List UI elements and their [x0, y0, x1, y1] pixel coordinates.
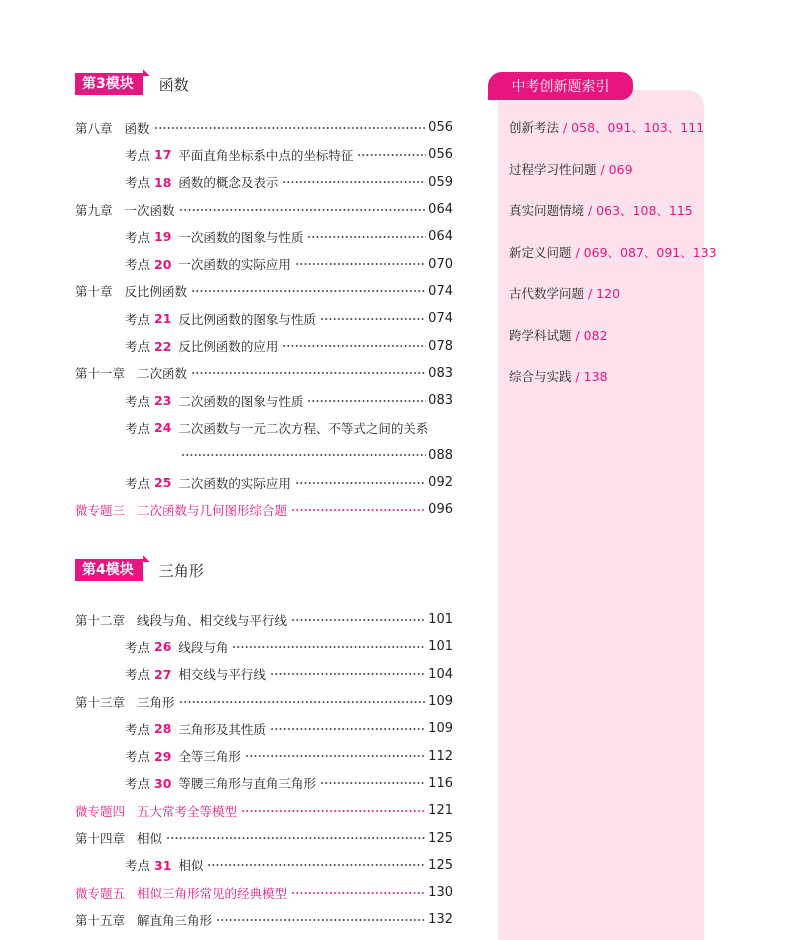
toc-chapter-15[interactable] [75, 906, 453, 933]
topic-prefix: 考点 [125, 229, 151, 245]
toc-chapter-10[interactable] [75, 278, 453, 305]
special-topic-number: 微专题四 [75, 803, 126, 819]
chapter-title: 反比例函数 [124, 284, 188, 300]
page-number: 125 [428, 830, 453, 846]
chapter-number: 第十二章 [75, 612, 126, 628]
topic-title: 反比例函数的应用 [178, 339, 279, 355]
dot-leader [245, 753, 426, 759]
index-item-ancient-math[interactable] [509, 282, 717, 324]
toc-topic-25[interactable] [75, 469, 453, 496]
topic-title: 三角形及其性质 [178, 721, 266, 737]
index-pages: / 082 [571, 327, 608, 343]
chapter-title: 解直角三角形 [137, 912, 213, 928]
dot-leader [320, 316, 426, 322]
index-pages: / 063、108、115 [584, 203, 693, 218]
dot-leader [191, 288, 426, 294]
module-3-badge: 第3模块 [75, 73, 143, 95]
topic-title: 二次函数的图象与性质 [178, 393, 304, 409]
topic-number: 30 [154, 775, 172, 791]
topic-prefix: 考点 [125, 175, 151, 191]
topic-number: 21 [154, 311, 172, 327]
topic-title: 相交线与平行线 [178, 667, 266, 683]
topic-prefix: 考点 [125, 721, 151, 737]
page-number: 130 [428, 885, 453, 901]
page-number: 059 [428, 174, 453, 190]
index-item-new-definition[interactable] [509, 241, 717, 283]
dot-leader [166, 835, 426, 841]
dot-leader [320, 780, 426, 786]
page-number: 101 [428, 639, 453, 655]
dot-leader [291, 507, 426, 513]
toc-topic-20[interactable] [75, 250, 453, 277]
topic-number: 31 [154, 857, 172, 873]
dot-leader [282, 179, 426, 185]
index-item-practice[interactable] [509, 365, 717, 407]
index-pages: / 069 [596, 161, 633, 177]
topic-title: 一次函数的图象与性质 [178, 229, 304, 245]
module-4-badge: 第4模块 [75, 559, 143, 581]
toc-chapter-9[interactable] [75, 196, 453, 223]
special-topic-number: 微专题三 [75, 502, 126, 518]
page-number: 074 [428, 283, 453, 299]
page-number: 109 [428, 721, 453, 737]
chapter-title: 函数 [124, 120, 150, 136]
page-number: 096 [428, 502, 453, 518]
special-topic-title: 二次函数与几何图形综合题 [137, 502, 288, 518]
toc-chapter-12[interactable] [75, 606, 453, 633]
toc-module-3 [75, 114, 453, 523]
toc-chapter-8[interactable] [75, 114, 453, 141]
dot-leader [181, 452, 426, 458]
toc-topic-23[interactable] [75, 387, 453, 414]
topic-title: 二次函数的实际应用 [178, 475, 291, 491]
module-4-title: 三角形 [158, 561, 204, 580]
toc-topic-22[interactable] [75, 332, 453, 359]
index-category: 古代数学问题 [509, 286, 585, 301]
index-category: 创新考法 [509, 120, 560, 135]
toc-topic-24[interactable] [75, 414, 453, 441]
page-number: 104 [428, 666, 453, 682]
topic-prefix: 考点 [125, 639, 151, 655]
toc-topic-28[interactable] [75, 715, 453, 742]
topic-number: 18 [154, 174, 172, 190]
dot-leader [179, 207, 427, 213]
topic-title: 全等三角形 [178, 749, 241, 765]
index-item-innovative-method[interactable] [509, 116, 717, 158]
dot-leader [270, 671, 426, 677]
chapter-number: 第八章 [75, 120, 113, 136]
topic-prefix: 考点 [125, 393, 151, 409]
dot-leader [270, 726, 426, 732]
page-number: 070 [428, 256, 453, 272]
toc-topic-21[interactable] [75, 305, 453, 332]
topic-prefix: 考点 [125, 311, 151, 327]
toc-topic-27[interactable] [75, 661, 453, 688]
topic-prefix: 考点 [125, 147, 151, 163]
page-number: 064 [428, 229, 453, 245]
page-number: 056 [428, 120, 453, 136]
page-number: 064 [428, 202, 453, 218]
dot-leader [295, 261, 426, 267]
toc-special-topic-4[interactable] [75, 797, 453, 824]
topic-title: 二次函数与一元二次方程、不等式之间的关系 [178, 420, 429, 436]
toc-special-topic-5[interactable] [75, 879, 453, 906]
dot-leader [282, 343, 426, 349]
toc-special-topic-3[interactable] [75, 496, 453, 523]
page-number: 083 [428, 365, 453, 381]
toc-chapter-11[interactable] [75, 360, 453, 387]
page-number: 056 [428, 147, 453, 163]
topic-number: 25 [154, 475, 172, 490]
page-number: 109 [428, 694, 453, 710]
special-topic-title: 相似三角形常见的经典模型 [137, 885, 288, 901]
toc-topic-26[interactable] [75, 633, 453, 660]
chapter-number: 第十五章 [75, 912, 126, 928]
topic-title: 相似 [178, 858, 204, 874]
topic-number: 27 [154, 666, 172, 682]
toc-chapter-14[interactable] [75, 824, 453, 851]
dot-leader [307, 234, 426, 240]
toc-topic-24-continuation[interactable] [75, 442, 453, 469]
dot-leader [216, 917, 426, 923]
index-item-process-learning[interactable] [509, 158, 717, 200]
page-number: 078 [428, 338, 453, 354]
page-number: 092 [428, 475, 453, 490]
chapter-number: 第十章 [75, 284, 113, 300]
chapter-number: 第九章 [75, 202, 113, 218]
index-item-real-context[interactable] [509, 199, 717, 241]
index-item-interdisciplinary[interactable] [509, 324, 717, 366]
page-number: 088 [428, 447, 453, 463]
page-number: 116 [428, 775, 453, 791]
page-number: 101 [428, 612, 453, 628]
topic-prefix: 考点 [125, 749, 151, 765]
index-category: 真实问题情境 [509, 203, 585, 218]
topic-number: 24 [154, 420, 172, 436]
chapter-title: 一次函数 [124, 202, 175, 218]
topic-prefix: 考点 [125, 257, 151, 273]
dot-leader [295, 480, 426, 486]
page-number: 074 [428, 311, 453, 327]
page-number: 112 [428, 748, 453, 764]
topic-prefix: 考点 [125, 858, 151, 874]
index-category: 过程学习性问题 [509, 161, 597, 177]
toc-topic-18[interactable] [75, 169, 453, 196]
innovation-index-list [509, 116, 717, 407]
special-topic-title: 五大常考全等模型 [137, 803, 238, 819]
chapter-title: 线段与角、相交线与平行线 [137, 612, 288, 628]
module-4-header [75, 558, 204, 582]
index-pages: / 138 [571, 369, 608, 384]
toc-module-4 [75, 606, 453, 934]
page-number: 125 [428, 857, 453, 873]
dot-leader [357, 152, 426, 158]
dot-leader [207, 862, 426, 868]
index-pages: / 069、087、091、133 [571, 244, 717, 260]
topic-number: 23 [154, 393, 172, 409]
index-category: 综合与实践 [509, 369, 572, 384]
dot-leader [241, 808, 426, 814]
chapter-number: 第十四章 [75, 831, 126, 847]
dot-leader [154, 125, 427, 131]
topic-number: 17 [154, 147, 172, 163]
page-number: 132 [428, 912, 453, 928]
index-category: 新定义问题 [509, 244, 572, 260]
index-pages: / 120 [584, 286, 621, 301]
toc-chapter-13[interactable] [75, 688, 453, 715]
dot-leader [291, 617, 426, 623]
topic-title: 等腰三角形与直角三角形 [178, 776, 316, 792]
innovation-index-title: 中考创新题索引 [488, 72, 633, 100]
topic-title: 平面直角坐标系中点的坐标特征 [178, 147, 354, 163]
chapter-title: 二次函数 [137, 366, 188, 382]
topic-title: 反比例函数的图象与性质 [178, 311, 316, 327]
toc-topic-19[interactable] [75, 223, 453, 250]
dot-leader [191, 370, 426, 376]
topic-prefix: 考点 [125, 776, 151, 792]
topic-number: 20 [154, 256, 172, 272]
topic-prefix: 考点 [125, 420, 151, 436]
chapter-title: 相似 [137, 831, 163, 847]
dot-leader [232, 644, 426, 650]
page-number: 121 [428, 803, 453, 819]
topic-number: 22 [154, 338, 172, 354]
chapter-number: 第十三章 [75, 694, 126, 710]
topic-title: 线段与角 [178, 639, 229, 655]
dot-leader [307, 398, 426, 404]
topic-prefix: 考点 [125, 667, 151, 683]
dot-leader [291, 890, 426, 896]
topic-number: 19 [154, 229, 172, 245]
topic-number: 29 [154, 748, 172, 764]
topic-prefix: 考点 [125, 475, 151, 491]
topic-title: 一次函数的实际应用 [178, 257, 291, 273]
index-category: 跨学科试题 [509, 327, 572, 343]
toc-topic-29[interactable] [75, 742, 453, 769]
topic-prefix: 考点 [125, 339, 151, 355]
module-3-header [75, 72, 189, 96]
toc-topic-30[interactable] [75, 770, 453, 797]
chapter-title: 三角形 [137, 694, 175, 710]
page-number: 083 [428, 393, 453, 409]
toc-topic-31[interactable] [75, 852, 453, 879]
topic-number: 28 [154, 721, 172, 737]
index-pages: / 058、091、103、111 [559, 120, 705, 135]
toc-topic-17[interactable] [75, 141, 453, 168]
chapter-number: 第十一章 [75, 366, 126, 382]
module-3-title: 函数 [158, 75, 189, 94]
topic-number: 26 [154, 639, 172, 655]
dot-leader [179, 699, 427, 705]
topic-title: 函数的概念及表示 [178, 175, 279, 191]
special-topic-number: 微专题五 [75, 885, 126, 901]
